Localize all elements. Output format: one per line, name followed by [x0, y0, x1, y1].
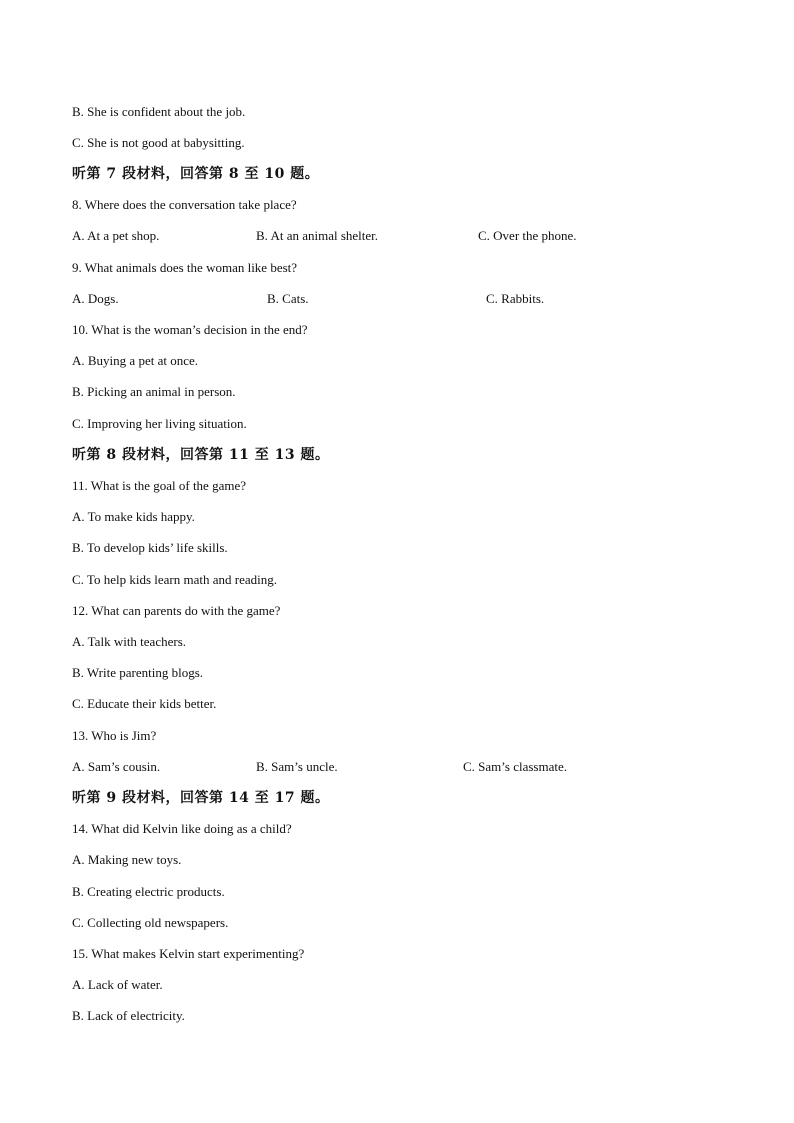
q11-option-b: B. To develop kids’ life skills.	[72, 540, 228, 555]
q7-option-b: B. She is confident about the job.	[72, 104, 246, 119]
q15-option-b: B. Lack of electricity.	[72, 1008, 185, 1023]
q12-option-c: C. Educate their kids better.	[72, 696, 217, 711]
q8-option-b: B. At an animal shelter.	[256, 228, 379, 243]
q11-option-a: A. To make kids happy.	[72, 509, 195, 524]
q14-option-c: C. Collecting old newspapers.	[72, 915, 229, 930]
section-heading-9: 听第 9 段材料，回答第 14 至 17 题。	[72, 790, 330, 806]
question-11: 11. What is the goal of the game?	[72, 478, 247, 493]
section-heading-8: 听第 8 段材料，回答第 11 至 13 题。	[72, 447, 330, 463]
q8-option-c: C. Over the phone.	[478, 228, 577, 243]
q7-option-c: C. She is not good at babysitting.	[72, 135, 245, 150]
q9-option-b: B. Cats.	[267, 291, 309, 306]
q13-option-c: C. Sam’s classmate.	[463, 759, 567, 774]
q12-option-b: B. Write parenting blogs.	[72, 665, 204, 680]
q10-option-a: A. Buying a pet at once.	[72, 353, 198, 368]
question-15: 15. What makes Kelvin start experimenting?	[72, 946, 305, 961]
q13-option-b: B. Sam’s uncle.	[256, 759, 338, 774]
q11-option-c: C. To help kids learn math and reading.	[72, 572, 277, 587]
question-8: 8. Where does the conversation take place?	[72, 197, 297, 212]
q9-option-c: C. Rabbits.	[486, 291, 545, 306]
q10-option-c: C. Improving her living situation.	[72, 416, 247, 431]
question-12: 12. What can parents do with the game?	[72, 603, 281, 618]
section-heading-7: 听第 7 段材料，回答第 8 至 10 题。	[72, 166, 320, 182]
q14-option-a: A. Making new toys.	[72, 852, 182, 867]
q14-option-b: B. Creating electric products.	[72, 884, 225, 899]
q13-option-a: A. Sam’s cousin.	[72, 759, 161, 774]
question-10: 10. What is the woman’s decision in the end?	[72, 322, 308, 337]
question-13: 13. Who is Jim?	[72, 728, 157, 743]
q10-option-b: B. Picking an animal in person.	[72, 384, 236, 399]
q9-option-a: A. Dogs.	[72, 291, 119, 306]
q15-option-a: A. Lack of water.	[72, 977, 163, 992]
question-14: 14. What did Kelvin like doing as a child?	[72, 821, 292, 836]
question-9: 9. What animals does the woman like best?	[72, 260, 298, 275]
q8-option-a: A. At a pet shop.	[72, 228, 160, 243]
q12-option-a: A. Talk with teachers.	[72, 634, 187, 649]
